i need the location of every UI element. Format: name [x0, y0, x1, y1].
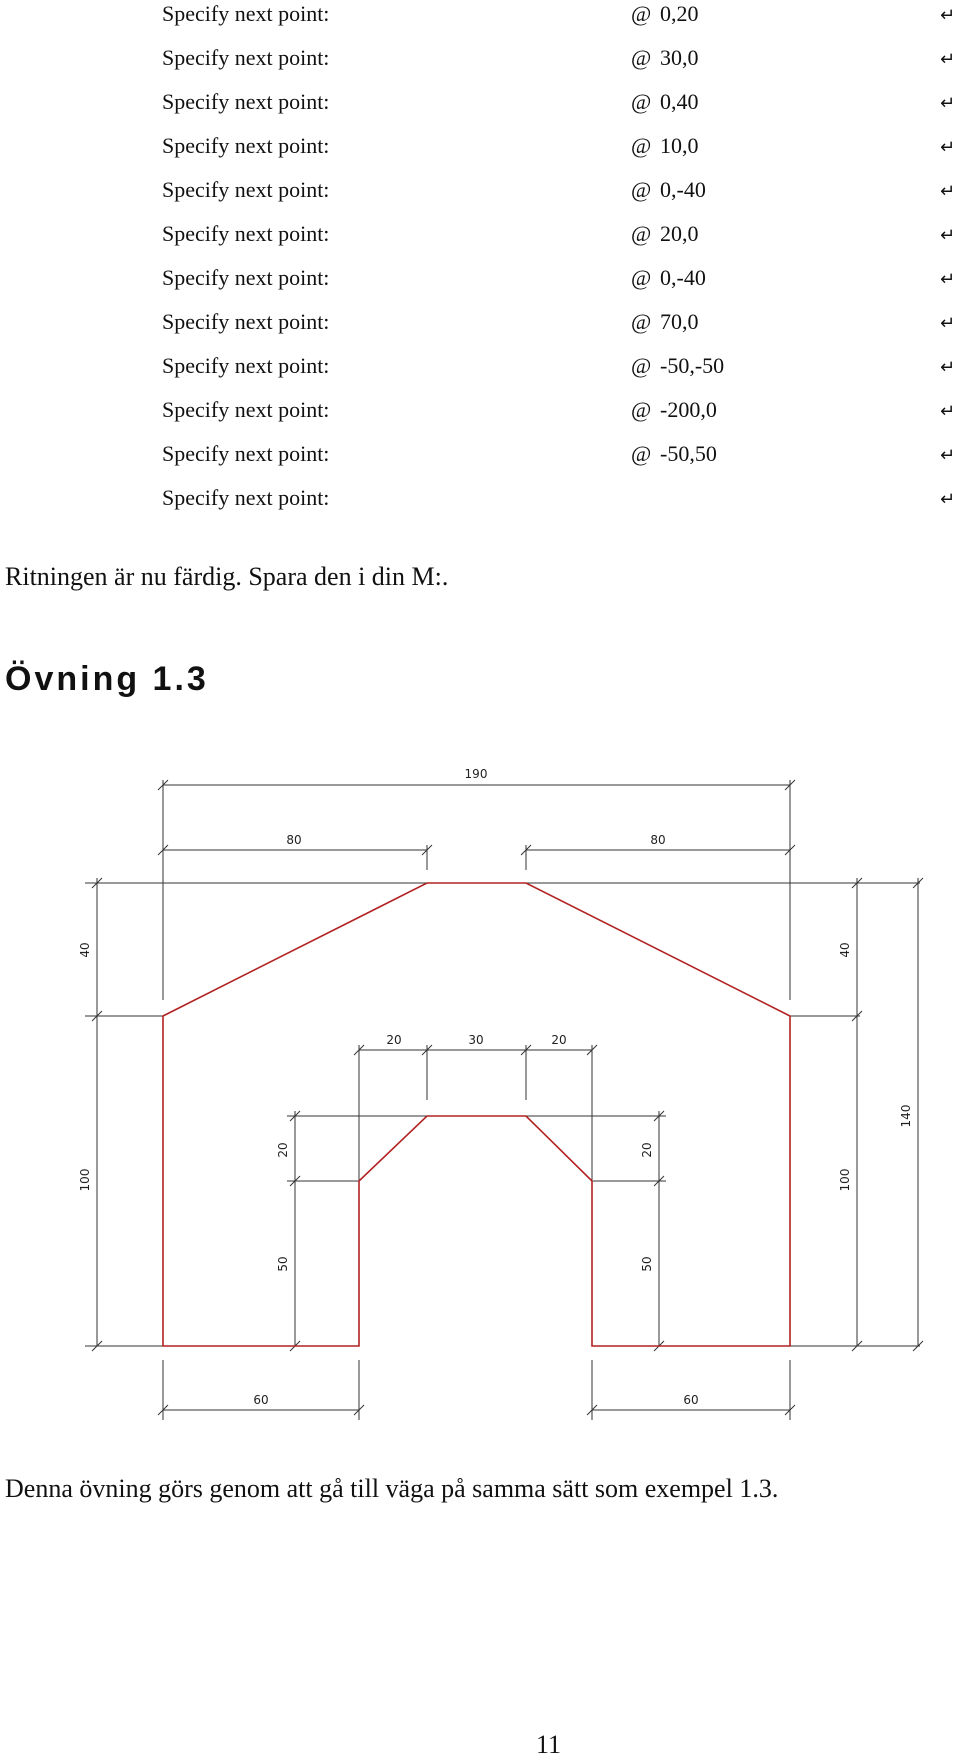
- dim-bottom-right: 60: [683, 1393, 699, 1407]
- enter-key-icon: ↵: [940, 357, 956, 378]
- enter-key-icon: ↵: [940, 181, 956, 202]
- command-prompt: Specify next point:: [162, 221, 330, 246]
- command-value: 20,0: [660, 221, 699, 246]
- dim-left-upper: 40: [78, 942, 92, 958]
- at-symbol: @: [631, 45, 652, 70]
- paragraph-exercise-note: Denna övning görs genom att gå till väga på samma sätt som exempel 1.3.: [5, 1474, 779, 1503]
- dim-inner-left-vert-lower: 50: [276, 1256, 290, 1272]
- dim-inner-right: 20: [551, 1033, 567, 1047]
- paragraph-drawing-done: Ritningen är nu färdig. Spara den i din M:.: [5, 562, 449, 591]
- dim-right-upper: 40: [838, 942, 852, 958]
- command-value: 0,20: [660, 1, 699, 26]
- enter-key-icon: ↵: [940, 49, 956, 70]
- command-value: 0,-40: [660, 177, 706, 202]
- command-value: -50,-50: [660, 353, 725, 378]
- enter-key-icon: ↵: [940, 269, 956, 290]
- dim-inner-left: 20: [386, 1033, 402, 1047]
- dim-bottom-left: 60: [253, 1393, 269, 1407]
- at-symbol: @: [631, 353, 652, 378]
- command-row: [0, 132, 960, 172]
- dim-inner-left-vert-upper: 20: [276, 1142, 290, 1158]
- command-prompt: Specify next point:: [162, 45, 330, 70]
- dim-left-lower: 100: [78, 1168, 92, 1192]
- command-row: [0, 396, 960, 436]
- at-symbol: @: [631, 1, 652, 26]
- command-prompt: Specify next point:: [162, 133, 330, 158]
- enter-key-icon: ↵: [940, 225, 956, 246]
- command-value: -200,0: [660, 397, 717, 422]
- dim-total-height: 140: [899, 1104, 913, 1128]
- command-prompt: Specify next point:: [162, 1, 330, 26]
- dim-right-lower: 100: [838, 1168, 852, 1192]
- command-value: 0,-40: [660, 265, 706, 290]
- enter-key-icon: ↵: [940, 489, 956, 510]
- command-prompt: Specify next point:: [162, 397, 330, 422]
- enter-key-icon: ↵: [940, 5, 956, 26]
- enter-key-icon: ↵: [940, 137, 956, 158]
- page-number: 11: [536, 1730, 562, 1759]
- command-prompt: Specify next point:: [162, 485, 330, 510]
- at-symbol: @: [631, 221, 652, 246]
- dim-top-right: 80: [650, 833, 666, 847]
- enter-key-icon: ↵: [940, 313, 956, 334]
- dim-top-left: 80: [286, 833, 302, 847]
- command-row: [0, 308, 960, 348]
- command-row: [0, 0, 960, 40]
- at-symbol: @: [631, 397, 652, 422]
- command-row: [0, 176, 960, 216]
- enter-key-icon: ↵: [940, 445, 956, 466]
- command-prompt: Specify next point:: [162, 265, 330, 290]
- at-symbol: @: [631, 265, 652, 290]
- command-value: -50,50: [660, 441, 717, 466]
- at-symbol: @: [631, 89, 652, 114]
- command-prompt: Specify next point:: [162, 441, 330, 466]
- technical-drawing: [0, 760, 960, 1420]
- command-row: [0, 352, 960, 392]
- at-symbol: @: [631, 309, 652, 334]
- command-prompt: Specify next point:: [162, 309, 330, 334]
- command-prompt: Specify next point:: [162, 177, 330, 202]
- command-value: 10,0: [660, 133, 699, 158]
- command-row: [0, 220, 960, 260]
- at-symbol: @: [631, 177, 652, 202]
- exercise-heading: Övning 1.3: [5, 660, 209, 698]
- command-row: [0, 264, 960, 304]
- command-row: [0, 440, 960, 480]
- dim-total-width: 190: [464, 767, 488, 781]
- command-value: 0,40: [660, 89, 699, 114]
- command-row: [0, 88, 960, 128]
- dim-inner-right-vert-lower: 50: [640, 1256, 654, 1272]
- command-row: [0, 44, 960, 84]
- dim-inner-right-vert-upper: 20: [640, 1142, 654, 1158]
- command-prompt: Specify next point:: [162, 89, 330, 114]
- enter-key-icon: ↵: [940, 93, 956, 114]
- command-prompt: Specify next point:: [162, 353, 330, 378]
- command-row: [0, 484, 960, 524]
- command-value: 70,0: [660, 309, 699, 334]
- at-symbol: @: [631, 133, 652, 158]
- at-symbol: @: [631, 441, 652, 466]
- dim-inner-mid: 30: [468, 1033, 484, 1047]
- command-value: 30,0: [660, 45, 699, 70]
- enter-key-icon: ↵: [940, 401, 956, 422]
